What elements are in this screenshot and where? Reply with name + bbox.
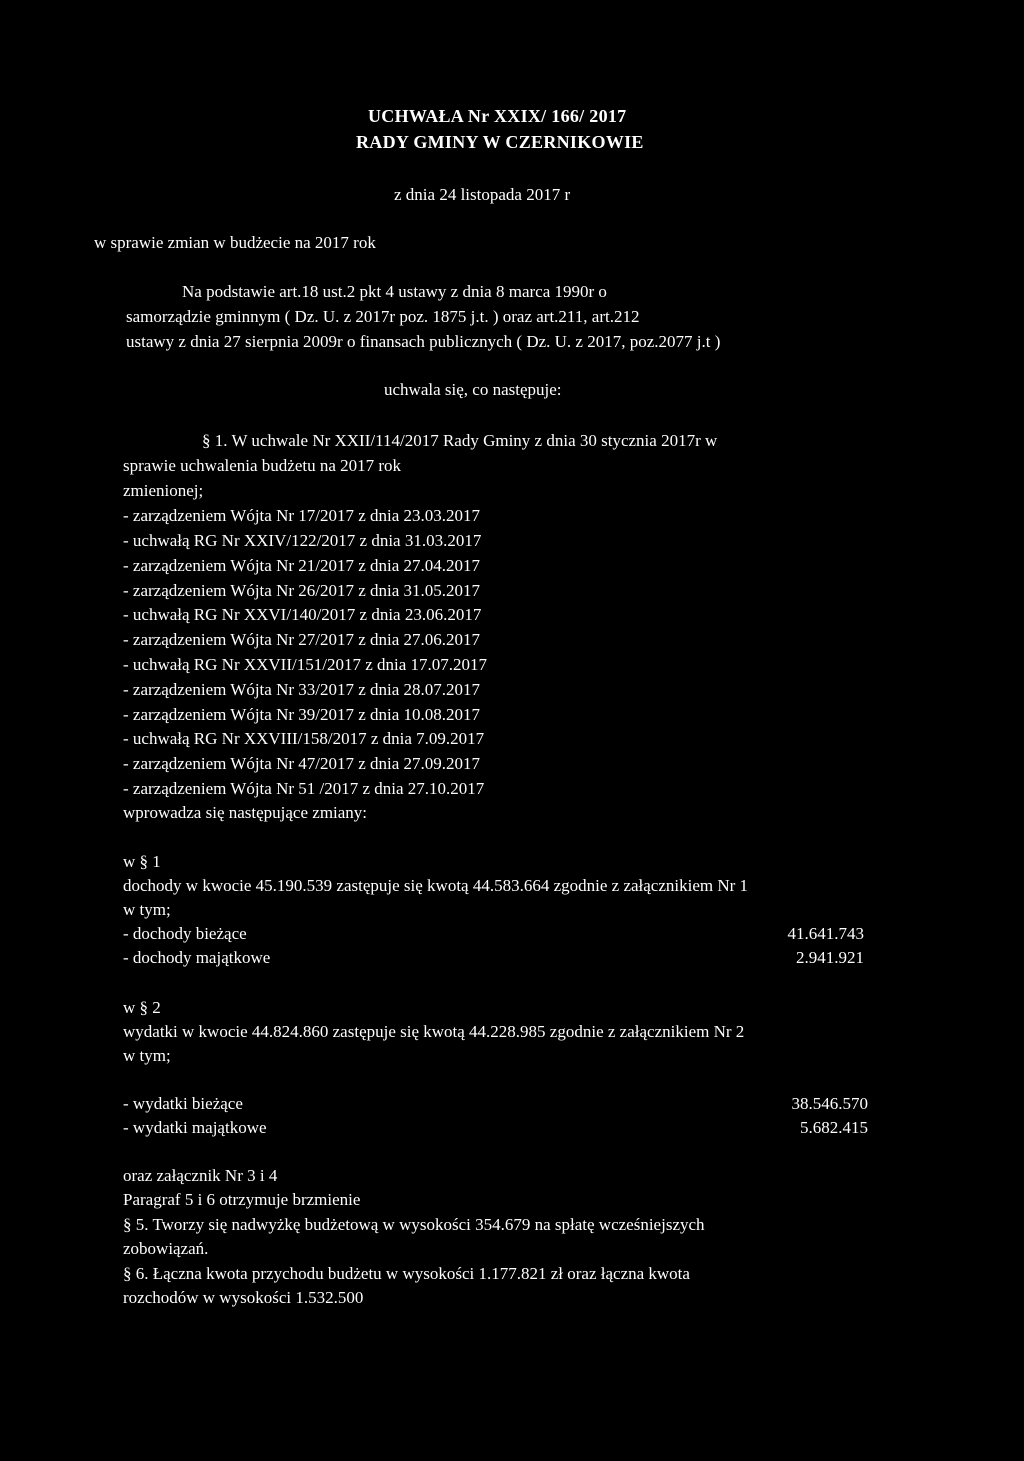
legal-basis-line-3: ustawy z dnia 27 sierpnia 2009r o finansach publicznych ( Dz. U. z 2017, poz.2077 j.t ): [126, 332, 721, 351]
council-name: RADY GMINY W CZERNIKOWIE: [356, 132, 644, 152]
legal-basis-line-1: Na podstawie art.18 ust.2 pkt 4 ustawy z dnia 8 marca 1990r o: [182, 282, 607, 301]
capital-revenue-value: 2.941.921: [796, 948, 864, 967]
capital-expenditure-label: - wydatki majątkowe: [123, 1118, 267, 1137]
amendment-item: - zarządzeniem Wójta Nr 26/2017 z dnia 31.05.2017: [123, 581, 481, 600]
legal-basis-line-2: samorządzie gminnym ( Dz. U. z 2017r poz. 1875 j.t. ) oraz art.211, art.212: [126, 307, 640, 326]
amendment-item: - uchwałą RG Nr XXVI/140/2017 z dnia 23.06.2017: [123, 605, 482, 624]
section-2-expenditure-text: wydatki w kwocie 44.824.860 zastępuje się kwotą 44.228.985 zgodnie z załącznikiem Nr 2: [123, 1022, 745, 1041]
amendment-outro: wprowadza się następujące zmiany:: [123, 803, 368, 822]
section-1-heading: w § 1: [123, 852, 161, 871]
resolution-number: UCHWAŁA Nr XXIX/ 166/ 2017: [368, 106, 627, 126]
paragraph-1-intro-3: zmienionej;: [123, 481, 204, 500]
paragraph-6-line-1: § 6. Łączna kwota przychodu budżetu w wysokości 1.177.821 zł oraz łączna kwota: [123, 1264, 690, 1283]
current-revenue-value: 41.641.743: [787, 924, 864, 943]
amendment-item: - zarządzeniem Wójta Nr 21/2017 z dnia 27.04.2017: [123, 556, 481, 575]
capital-expenditure-value: 5.682.415: [800, 1118, 868, 1137]
attachments-line: oraz załącznik Nr 3 i 4: [123, 1166, 278, 1185]
current-revenue-label: - dochody bieżące: [123, 924, 247, 943]
paragraph-1-intro: § 1. W uchwale Nr XXII/114/2017 Rady Gminy z dnia 30 stycznia 2017r w: [202, 431, 718, 450]
paragraphs-intro: Paragraf 5 i 6 otrzymuje brzmienie: [123, 1190, 361, 1209]
resolves-statement: uchwala się, co następuje:: [384, 380, 562, 399]
section-2-in-that: w tym;: [123, 1046, 171, 1065]
paragraph-5-line-2: zobowiązań.: [123, 1239, 209, 1258]
amendment-item: - zarządzeniem Wójta Nr 39/2017 z dnia 10.08.2017: [123, 705, 481, 724]
current-expenditure-value: 38.546.570: [791, 1094, 868, 1113]
paragraph-6-line-2: rozchodów w wysokości 1.532.500: [123, 1288, 364, 1307]
section-1-in-that: w tym;: [123, 900, 171, 919]
amendment-item: - uchwałą RG Nr XXVII/151/2017 z dnia 17.07.2017: [123, 655, 488, 674]
section-2-heading: w § 2: [123, 998, 161, 1017]
amendment-item: - zarządzeniem Wójta Nr 47/2017 z dnia 27.09.2017: [123, 754, 481, 773]
capital-revenue-label: - dochody majątkowe: [123, 948, 271, 967]
current-expenditure-label: - wydatki bieżące: [123, 1094, 243, 1113]
resolution-date: z dnia 24 listopada 2017 r: [394, 185, 571, 204]
paragraph-1-intro-2: sprawie uchwalenia budżetu na 2017 rok: [123, 456, 402, 475]
section-1-revenue-text: dochody w kwocie 45.190.539 zastępuje się kwotą 44.583.664 zgodnie z załącznikiem Nr 1: [123, 876, 749, 895]
amendment-item: - zarządzeniem Wójta Nr 27/2017 z dnia 27.06.2017: [123, 630, 481, 649]
amendment-item: - uchwałą RG Nr XXVIII/158/2017 z dnia 7.09.2017: [123, 729, 485, 748]
paragraph-5-line-1: § 5. Tworzy się nadwyżkę budżetową w wysokości 354.679 na spłatę wcześniejszych: [123, 1215, 705, 1234]
amendment-item: - zarządzeniem Wójta Nr 33/2017 z dnia 28.07.2017: [123, 680, 481, 699]
amendment-item: - zarządzeniem Wójta Nr 51 /2017 z dnia 27.10.2017: [123, 779, 485, 798]
amendment-item: - uchwałą RG Nr XXIV/122/2017 z dnia 31.03.2017: [123, 531, 482, 550]
resolution-subject: w sprawie zmian w budżecie na 2017 rok: [94, 233, 376, 252]
amendment-item: - zarządzeniem Wójta Nr 17/2017 z dnia 23.03.2017: [123, 506, 481, 525]
